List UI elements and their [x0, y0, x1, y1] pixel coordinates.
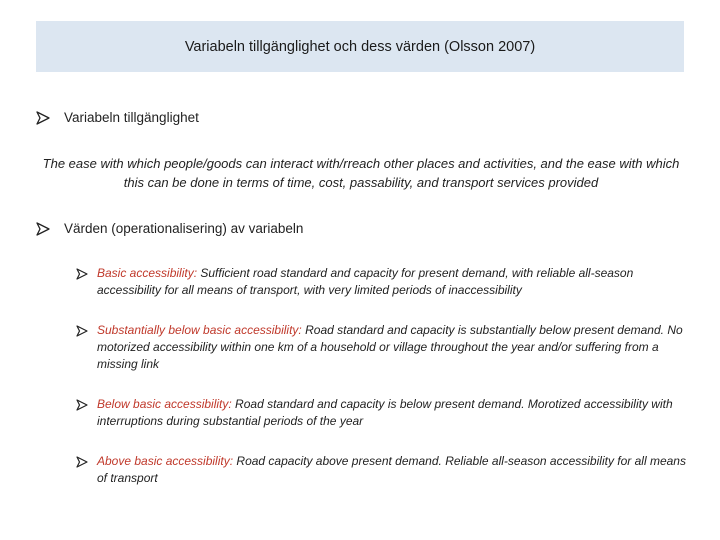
- value-item-text: [97, 322, 687, 373]
- value-description: Sufficient road standard and capacity for present demand, with reliable all-season accessibility for all means of transport, with very limited periods of inaccessibility: [97, 266, 634, 297]
- value-item-basic: [76, 265, 687, 299]
- arrow-bullet-icon: [76, 325, 88, 337]
- value-term: Substantially below basic accessibility:: [97, 323, 302, 337]
- value-description: Road standard and capacity is substantially below present demand. No motorized accessibility within one km of a household or village throughout the year and/or suffering from a missing link: [97, 323, 683, 371]
- values-heading-text: Värden (operationalisering) av variabeln: [64, 221, 304, 236]
- value-term: Basic accessibility:: [97, 266, 198, 280]
- value-term: Above basic accessibility:: [97, 454, 234, 468]
- variable-definition: The ease with which people/goods can interact with/rreach other places and activities, and the ease with which this can be done in terms of time, cost, passability, and transport services provided: [42, 156, 680, 190]
- value-item-text: [97, 453, 687, 487]
- arrow-bullet-icon: [76, 268, 88, 280]
- arrow-bullet-icon: [36, 222, 50, 236]
- slide-title-box: [36, 21, 684, 72]
- value-item-text: [97, 265, 687, 299]
- variable-heading-text: Variabeln tillgänglighet: [64, 110, 199, 125]
- value-term: Below basic accessibility:: [97, 397, 232, 411]
- value-description: Road standard and capacity is below present demand. Morotized accessibility with interruptions during substantial periods of the year: [97, 397, 673, 428]
- value-description: Road capacity above present demand. Reliable all-season accessibility for all means of transport: [97, 454, 686, 485]
- arrow-bullet-icon: [76, 456, 88, 468]
- bullet-variable-heading: [36, 110, 199, 125]
- value-item-text: [97, 396, 687, 430]
- arrow-bullet-icon: [36, 111, 50, 125]
- value-item-substantially-below: [76, 322, 687, 373]
- value-item-below: [76, 396, 687, 430]
- value-item-above: [76, 453, 687, 487]
- slide-title: Variabeln tillgänglighet och dess värden (Olsson 2007): [184, 38, 536, 55]
- arrow-bullet-icon: [76, 399, 88, 411]
- bullet-values-heading: [36, 221, 303, 236]
